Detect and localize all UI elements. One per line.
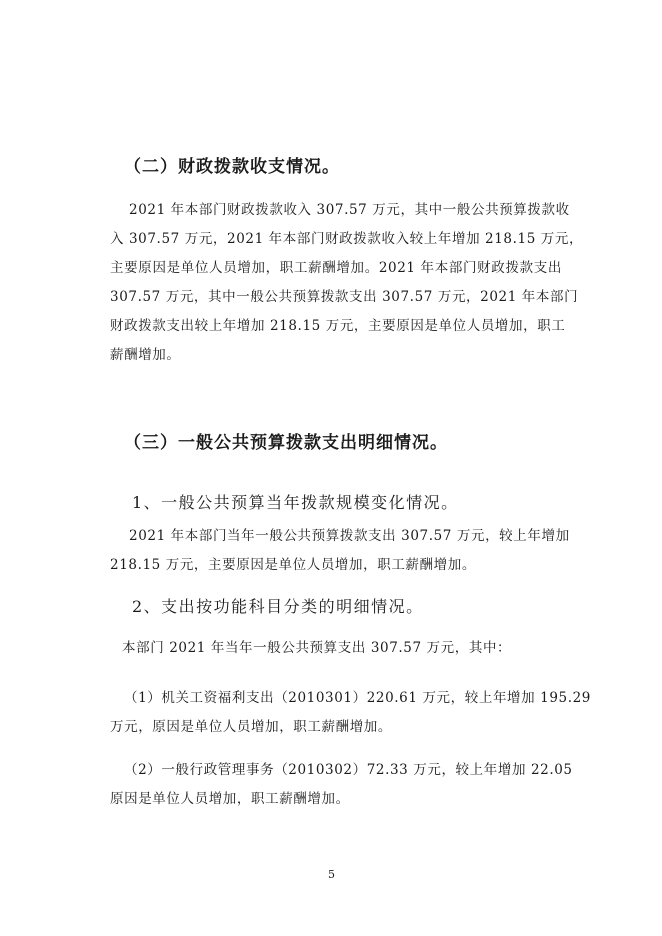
subsection-heading-1: 1、一般公共预算当年拨款规模变化情况。: [132, 493, 459, 512]
text-line: 2021 年本部门当年一般公共预算拨款支出 307.57 万元，较上年增加: [129, 528, 570, 544]
section-heading-3: （三）一般公共预算拨款支出明细情况。: [124, 433, 448, 453]
text-line: 原因是单位人员增加，职工薪酬增加。: [110, 791, 350, 807]
paragraph-budget-scale: [110, 522, 570, 580]
text-line: （1）机关工资福利支出（2010301）220.61 万元，较上年增加 195.29: [124, 690, 591, 706]
text-line: 218.15 万元，主要原因是单位人员增加，职工薪酬增加。: [110, 557, 476, 573]
text-line: 入 307.57 万元，2021 年本部门财政拨款收入较上年增加 218.15 万元，: [110, 231, 584, 247]
text-line: （2）一般行政管理事务（2010302）72.33 万元，较上年增加 22.05: [124, 762, 573, 778]
paragraph-fiscal-income: [110, 196, 584, 370]
subsection-heading-2: 2、支出按功能科目分类的明细情况。: [132, 597, 424, 616]
text-line: 财政拨款支出较上年增加 218.15 万元，主要原因是单位人员增加，职工: [110, 318, 566, 334]
page-number: 5: [328, 868, 335, 881]
list-item-1: [110, 684, 591, 742]
section-heading-2: （二）财政拨款收支情况。: [124, 157, 340, 177]
list-item-2: [110, 756, 573, 814]
text-line: 主要原因是单位人员增加，职工薪酬增加。2021 年本部门财政拨款支出: [110, 260, 562, 276]
text-line: 2021 年本部门财政拨款收入 307.57 万元，其中一般公共预算拨款收: [129, 202, 570, 218]
text-line: 薪酬增加。: [110, 347, 181, 363]
paragraph-expense-total: [122, 634, 522, 663]
text-line: 本部门 2021 年当年一般公共预算支出 307.57 万元，其中：: [122, 640, 512, 656]
text-line: 307.57 万元，其中一般公共预算拨款支出 307.57 万元，2021 年本部门: [110, 289, 579, 305]
text-line: 万元，原因是单位人员增加，职工薪酬增加。: [110, 719, 392, 735]
